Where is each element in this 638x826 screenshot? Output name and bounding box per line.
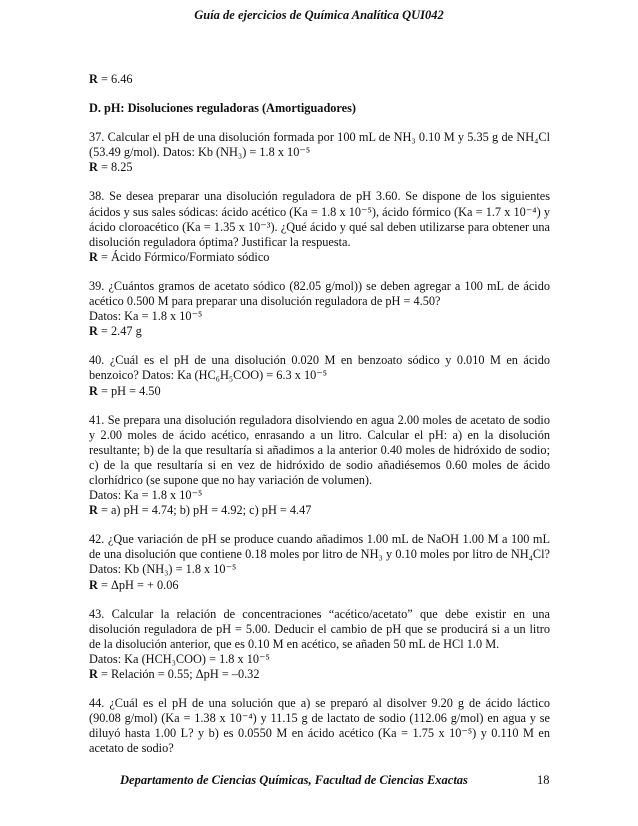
problem-44: [89, 696, 550, 756]
problem-42: [89, 532, 550, 592]
problem-text: 42. ¿Que variación de pH se produce cuando añadimos 1.00 mL de NaOH 1.00 M a 100 mL de una disolución que contiene 0.18 moles por litro de NH₃ y 0.10 moles por litro de NH₄Cl? Datos: Kb (NH₃) = 1.8 x 10⁻⁵: [89, 532, 550, 577]
problem-answer: R = Relación = 0.55; ΔpH = –0.32: [89, 667, 260, 681]
problem-43: [89, 607, 550, 682]
page-header: Guía de ejercicios de Química Analítica QUI042: [194, 8, 444, 22]
problem-data: Datos: Ka = 1.8 x 10⁻⁵: [89, 488, 203, 503]
problem-data: Datos: Ka = 1.8 x 10⁻⁵: [89, 309, 203, 324]
problem-answer: R = pH = 4.50: [89, 383, 161, 398]
problem-answer: R = ΔpH = + 0.06: [89, 577, 179, 592]
problem-38: [89, 189, 550, 264]
problem-39: [89, 279, 550, 339]
problem-data: Datos: Ka (HCH₃COO) = 1.8 x 10⁻⁵: [89, 651, 270, 666]
problem-40: [89, 353, 550, 398]
problem-text: 39. ¿Cuántos gramos de acetato sódico (82.05 g/mol)) se deben agregar a 100 mL de ácido acético 0.500 M para preparar una disolución reguladora de pH = 4.50?: [89, 278, 550, 309]
problem-text: 41. Se prepara una disolución reguladora disolviendo en agua 2.00 moles de acetato de sodio y 2.00 moles de ácido acético, enrasando a un litro. Calcular el pH: a) en la disolución resultante; b) de la que resultaría si añadimos a la anterior 0.40 moles de hidróxido de sodio; c) de la que resultaría si en vez de hidróxido de sodio añadiésemos 0.60 moles de ácido clorhídrico (se supone que no hay variación de volumen).: [89, 412, 550, 487]
problem-text: 44. ¿Cuál es el pH de una solución que a) se preparó al disolver 9.20 g de ácido láctico (90.08 g/mol) (Ka = 1.38 x 10⁻⁴) y 11.15 g de lactato de sodio (112.06 g/mol) en agua y se diluyó hasta 1.00 L? y b) es 0.0550 M en ácido acético (Ka = 1.75 x 10⁻⁵) y 0.110 M en acetato de sodio?: [89, 696, 550, 756]
page-footer: Departamento de Ciencias Químicas, Facultad de Ciencias Exactas: [120, 773, 468, 787]
problem-answer: R = a) pH = 4.74; b) pH = 4.92; c) pH = 4.47: [89, 503, 312, 518]
page-number: 18: [537, 773, 550, 787]
problem-answer: R = 8.25: [89, 160, 133, 175]
page-content: [89, 72, 550, 756]
problem-text: 37. Calcular el pH de una disolución formada por 100 mL de NH₃ 0.10 M y 5.35 g de NH₄Cl (53.49 g/mol). Datos: Kb (NH₃) = 1.8 x 10⁻⁵: [89, 130, 550, 160]
problem-text: 40. ¿Cuál es el pH de una disolución 0.020 M en benzoato sódico y 0.010 M en ácido benzoico? Datos: Ka (HC₆H₅COO) = 6.3 x 10⁻⁵: [89, 353, 550, 383]
problem-text: 38. Se desea preparar una disolución reguladora de pH 3.60. Se dispone de los siguientes ácidos y sus sales sódicas: ácido acético (Ka = 1.8 x 10⁻⁵), ácido fórmico (Ka = 1.7 x 10⁻⁴) y ácido cloroacético (Ka = 1.35 x 10⁻³). ¿Qué ácido y qué sal deben utilizarse para obtener una disolución reguladora óptima? Justificar la respuesta.: [89, 189, 550, 249]
problem-answer: R = 2.47 g: [89, 324, 142, 339]
problem-41: [89, 413, 550, 519]
problem-37: [89, 130, 550, 175]
problem-answer: R = Ácido Fórmico/Formiato sódico: [89, 249, 270, 264]
section-heading: D. pH: Disoluciones reguladoras (Amortiguadores): [89, 101, 357, 116]
answer-top: R = 6.46: [89, 72, 133, 86]
problem-text: 43. Calcular la relación de concentraciones “acético/acetato” que debe existir en una disolución reguladora de pH = 5.00. Deducir el cambio de pH que se producirá si a un litro de la disolución anterior, que es 0.10 M en acético, se añaden 50 mL de HCl 1.0 M.: [89, 606, 550, 651]
